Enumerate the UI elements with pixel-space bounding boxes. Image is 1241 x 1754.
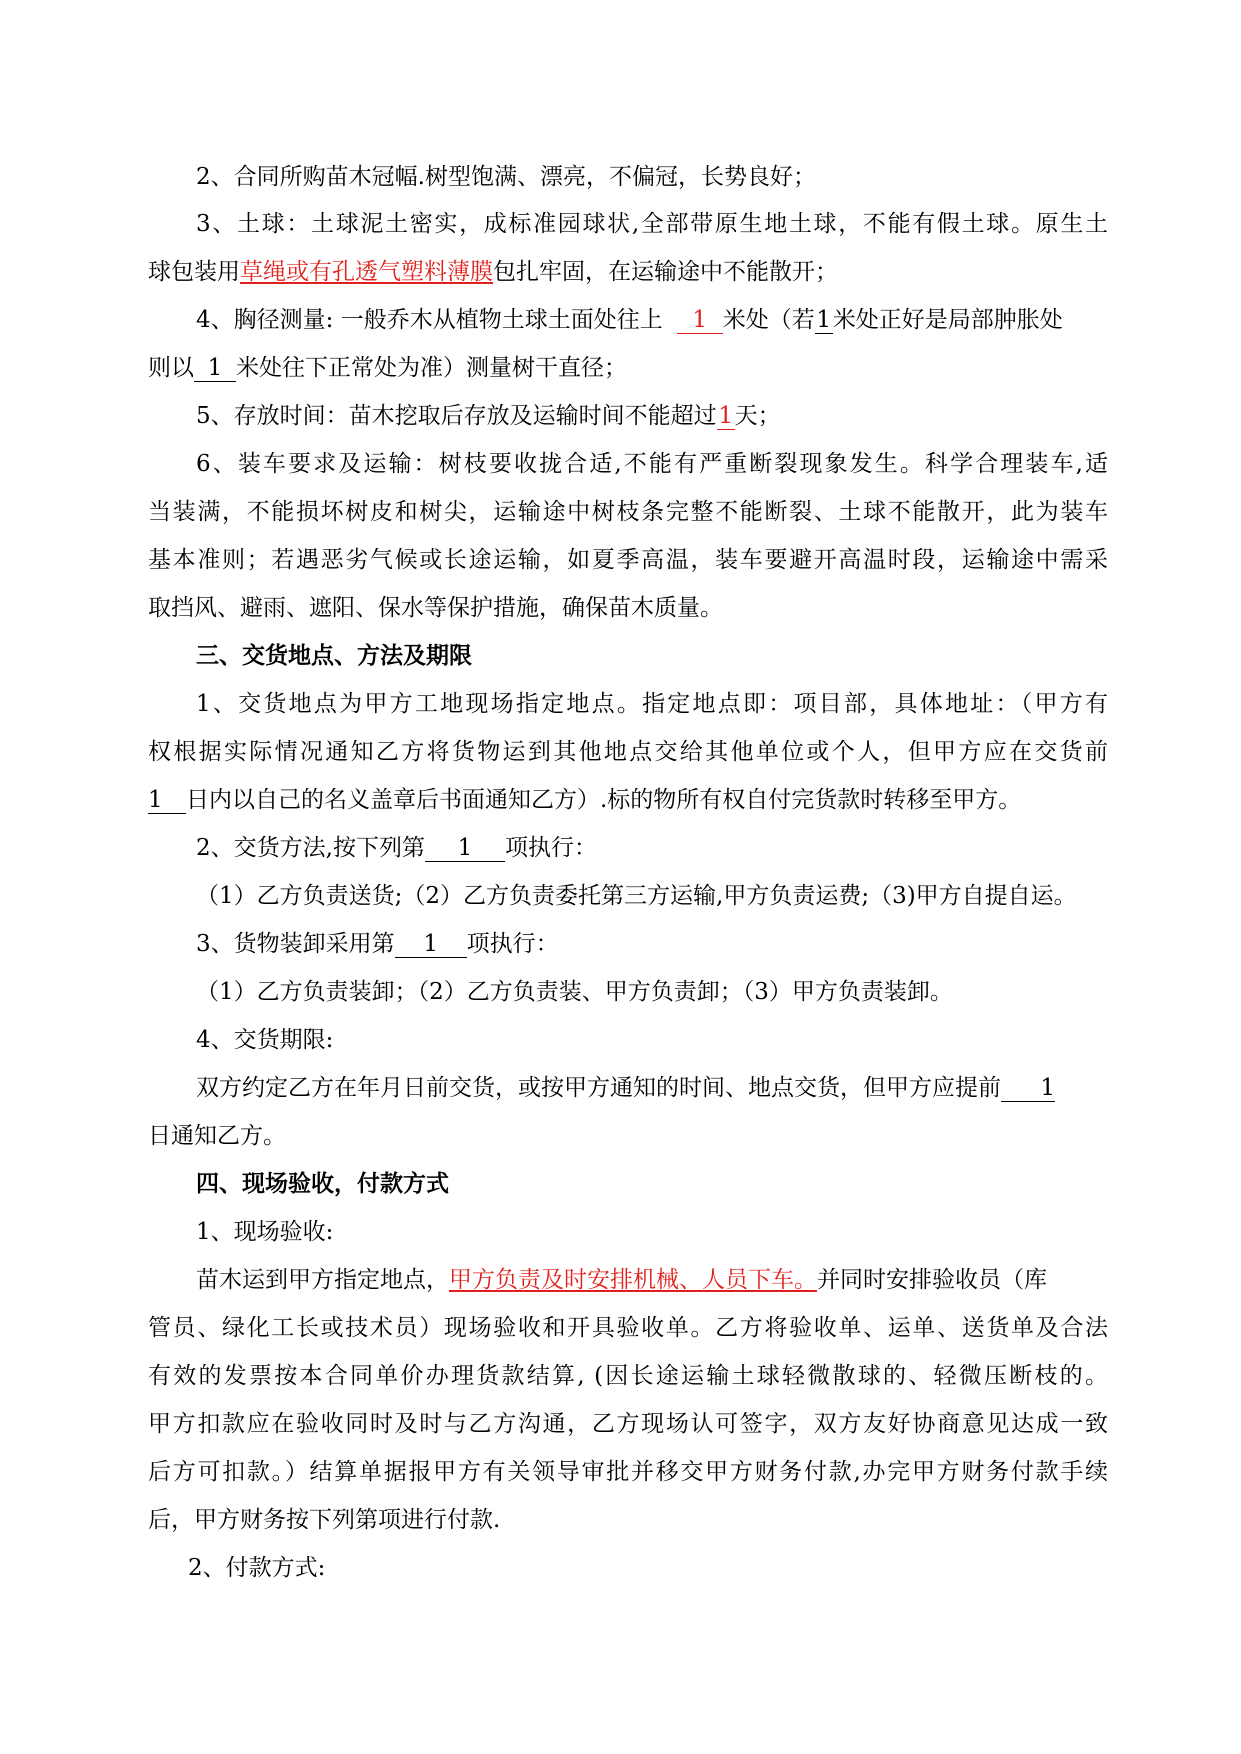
acceptance-line-3: 有效的发票按本合同单价办理货款结算, (因长途运输土球轻微散球的、轻微压断枝的。 xyxy=(148,1363,1108,1389)
storage-days: 1 xyxy=(718,403,733,429)
clause-2-crown: 2、合同所购苗木冠幅.树型饱满、漂亮，不偏冠，长势良好； xyxy=(196,164,816,190)
clause-6-line-3: 基本准则；若遇恶劣气候或长途运输，如夏季高温，装车要避开高温时段，运输途中需采 xyxy=(148,547,1108,573)
delivery-method-options: （1）乙方负责送货;（2）乙方负责委托第三方运输,甲方负责运费;（3)甲方自提自运。 xyxy=(196,883,1077,909)
delivery-deadline-line-2: 日通知乙方。 xyxy=(148,1123,286,1149)
height-value-2: 1 xyxy=(816,307,832,333)
acceptance-line-5: 后方可扣款。）结算单据报甲方有关领导审批并移交甲方财务付款,办完甲方财务付款手续 xyxy=(148,1459,1108,1485)
clause-6-line-4: 取挡风、避雨、遮阳、保水等保护措施，确保苗木质量。 xyxy=(148,595,723,621)
delivery-place-line-2: 权根据实际情况通知乙方将货物运到其他地点交给其他单位或个人，但甲方应在交货前 xyxy=(148,739,1108,765)
delivery-method: 2、交货方法,按下列第 1 项执行： xyxy=(196,835,597,861)
clause-6-loading: 6、装车要求及运输：树枝要收拢合适,不能有严重断裂现象发生。科学合理装车,适 xyxy=(196,451,1108,477)
packaging-material-highlight: 草绳或有孔透气塑料薄膜 xyxy=(240,259,493,285)
clause-3-packaging: 球包装用草绳或有孔透气塑料薄膜包扎牢固，在运输途中不能散开； xyxy=(148,259,838,285)
payment-method-heading: 2、付款方式: xyxy=(188,1555,326,1581)
height-value-1: 1 xyxy=(677,307,723,334)
acceptance-line-2: 管员、绿化工长或技术员）现场验收和开具验收单。乙方将验收单、运单、送货单及合法 xyxy=(148,1315,1108,1341)
acceptance-text: 苗木运到甲方指定地点，甲方负责及时安排机械、人员下车。并同时安排验收员（库 xyxy=(196,1267,1047,1293)
delivery-method-choice: 1 xyxy=(425,835,505,862)
onsite-acceptance-heading: 1、现场验收: xyxy=(196,1219,334,1245)
clause-4-dbh-continued: 则以 1 米处往下正常处为准）测量树干直径； xyxy=(148,355,627,381)
clause-6-line-2: 当装满，不能损坏树皮和树尖，运输途中树枝条完整不能断裂、土球不能散开，此为装车 xyxy=(148,499,1108,525)
delivery-deadline: 4、交货期限: xyxy=(196,1027,334,1053)
clause-4-dbh-measure: 4、胸径测量: 一般乔木从植物土球土面处往上 1 米处（若1米处正好是局部肿胀处 xyxy=(196,307,1063,333)
acceptance-line-4: 甲方扣款应在验收同时及时与乙方沟通，乙方现场认可签字，双方友好协商意见达成一致 xyxy=(148,1411,1108,1437)
loading-method-options: （1）乙方负责装卸；（2）乙方负责装、甲方负责卸；（3）甲方负责装卸。 xyxy=(196,979,953,1005)
height-value-3: 1 xyxy=(194,355,236,382)
delivery-place: 1、交货地点为甲方工地现场指定地点。指定地点即：项目部，具体地址：（甲方有 xyxy=(196,691,1108,717)
loading-method: 3、货物装卸采用第 1 项执行： xyxy=(196,931,559,957)
loading-method-choice: 1 xyxy=(395,931,467,958)
notice-days: 1 xyxy=(148,787,186,814)
advance-notice-days: 1 xyxy=(1001,1075,1055,1102)
clause-3-soil-ball: 3、土球：土球泥土密实，成标准园球状,全部带原生地土球，不能有假土球。原生土 xyxy=(196,211,1108,237)
section-3-heading: 三、交货地点、方法及期限 xyxy=(196,642,472,669)
delivery-deadline-text: 双方约定乙方在年月日前交货，或按甲方通知的时间、地点交货，但甲方应提前 1 xyxy=(196,1075,1055,1101)
delivery-place-line-3: 1 日内以自己的名义盖章后书面通知乙方）.标的物所有权自付完货款时转移至甲方。 xyxy=(148,787,1022,813)
acceptance-line-6: 后，甲方财务按下列第项进行付款. xyxy=(148,1507,501,1533)
unloading-highlight: 甲方负责及时安排机械、人员下车。 xyxy=(449,1267,817,1293)
clause-5-storage: 5、存放时间：苗木挖取后存放及运输时间不能超过1天； xyxy=(196,403,781,429)
section-4-heading: 四、现场验收，付款方式 xyxy=(196,1170,449,1197)
